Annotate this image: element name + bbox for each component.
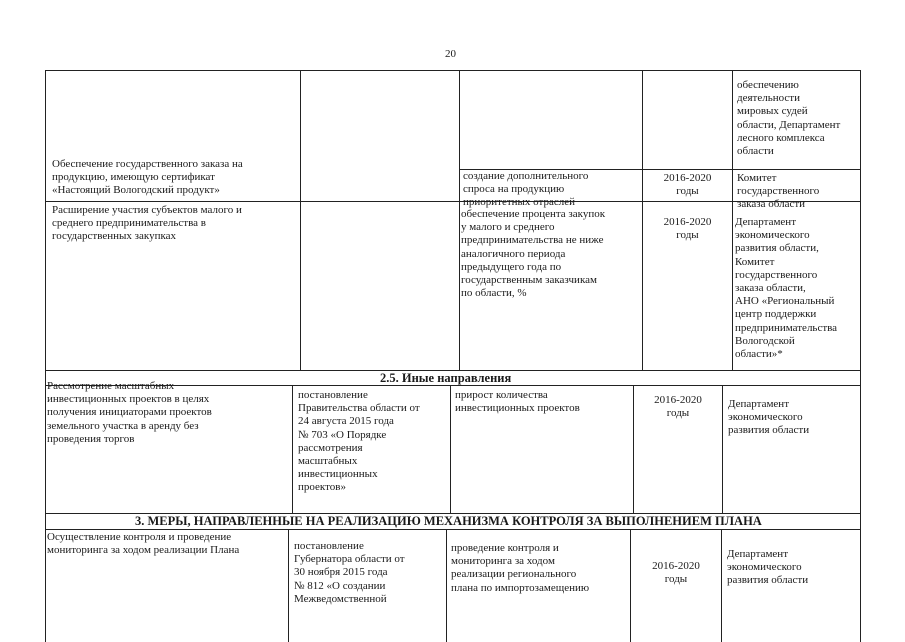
col-divider [721,529,722,642]
table-border-right [860,70,861,642]
col-divider [732,70,733,370]
cell-result-state-order: создание дополнительного спроса на продукцию приоритетных отраслей [463,170,589,209]
section-heading-other: 2.5. Иные направления [380,371,512,385]
cell-period-small-business: 2016-2020 годы [663,216,712,242]
cell-result-monitoring: проведение контроля и мониторинга за ходом реализации регионального плана по импортозамещению [451,542,590,594]
row-divider [45,529,861,530]
cell-measure-small-business: Расширение участия субъектов малого и среднего предпринимательства в государственных закупках [52,204,242,243]
col-divider [300,70,301,370]
cell-measure-state-order: Обеспечение государственного заказа на продукцию, имеющую сертификат «Настоящий Вологодский продукт» [52,158,243,197]
cell-responsible-monitoring: Департамент экономического развития области [727,548,809,587]
col-divider [459,70,460,370]
cell-measure-monitoring: Осуществление контроля и проведение мониторинга за ходом реализации Плана [47,531,240,557]
col-divider [446,529,447,642]
cell-period-investment: 2016-2020 годы [654,394,702,420]
cell-basis-monitoring: постановление Губернатора области от 30 ноября 2015 года № 812 «О создании Межведомственной [294,540,405,605]
col-divider [450,385,451,513]
cell-responsible-continued: обеспечению деятельности мировых судей области, Департамент лесного комплекса области [737,79,841,158]
page-number: 20 [445,48,456,60]
cell-period-state-order: 2016-2020 годы [663,172,712,198]
cell-measure-investment: Рассмотрение масштабных инвестиционных проектов в целях получения инициаторами проектов земельного участка в аренду без проведения торгов [47,380,212,445]
col-divider [292,385,293,513]
cell-result-small-business: обеспечение процента закупок у малого и среднего предпринимательства не ниже аналогичного периода предыдущего года по государственным заказчикам по области, % [461,208,606,300]
table-border-top [45,70,861,71]
cell-responsible-small-business: Департамент экономического развития области, Комитет государственного заказа области, АНО «Региональный центр поддержки предпринимательства Вологодской области»* [735,216,838,361]
cell-result-investment: прирост количества инвестиционных проектов [455,389,580,415]
cell-period-monitoring: 2016-2020 годы [652,560,700,586]
col-divider [288,529,289,642]
cell-basis-investment: постановление Правительства области от 24 августа 2015 года № 703 «О Порядке рассмотрения масштабных инвестиционных проектов» [298,389,420,494]
cell-responsible-state-order: Комитет государственного заказа области [737,172,820,211]
table-border-left [45,70,46,642]
cell-responsible-investment: Департамент экономического развития области [728,398,810,437]
section-heading-control: 3. МЕРЫ, НАПРАВЛЕННЫЕ НА РЕАЛИЗАЦИЮ МЕХАНИЗМА КОНТРОЛЯ ЗА ВЫПОЛНЕНИЕМ ПЛАНА [135,514,762,528]
col-divider [722,385,723,513]
